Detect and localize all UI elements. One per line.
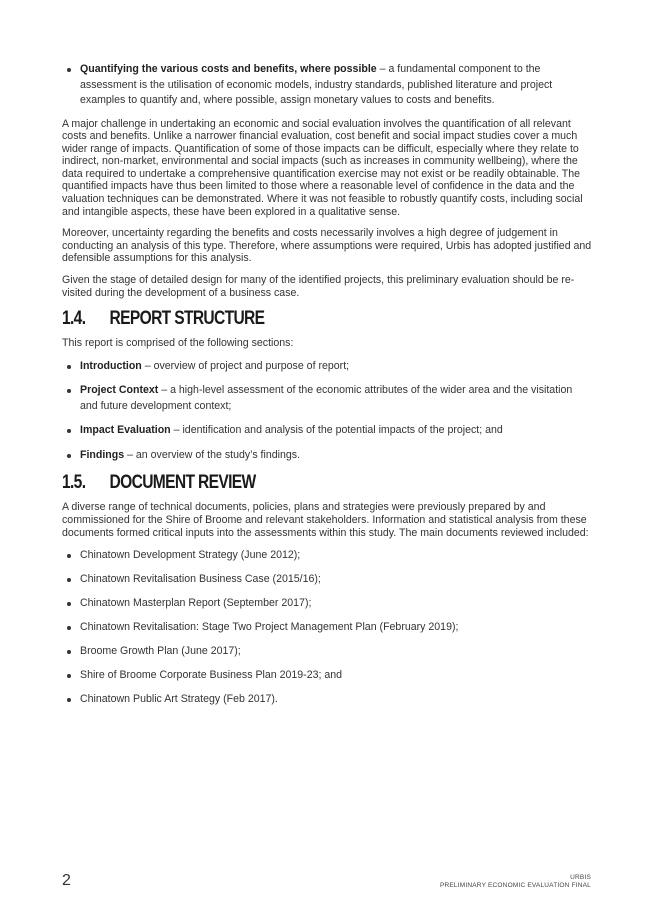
section-heading-1-5 [62, 472, 497, 494]
bullet-text: – a high-level assessment of the economic attributes of the wider area and the visitation and future development context; [80, 384, 573, 412]
footer-document-title: PRELIMINARY ECONOMIC EVALUATION FINAL [439, 882, 591, 889]
list-item [62, 596, 592, 612]
bullet-text: Chinatown Development Strategy (June 2012); [80, 549, 301, 562]
bullet-text: Chinatown Public Art Strategy (Feb 2017). [80, 693, 278, 706]
bullet-icon [67, 429, 71, 433]
bullet-bold-text: Impact Evaluation [80, 424, 171, 437]
bullet-icon [67, 602, 71, 606]
bullet-text: Shire of Broome Corporate Business Plan 2019-23; and [80, 669, 343, 682]
bullet-bold-text: Project Context [80, 384, 159, 397]
bullet-icon [67, 698, 71, 702]
bullet-bold-text: Introduction [80, 359, 142, 372]
bullet-text: – a fundamental component to the assessment is the utilisation of economic models, industry standards, published literature and project examples to quantify and, where possible, assign monetary values to costs and benefits. [80, 63, 553, 106]
page-footer [440, 874, 591, 890]
bullet-text: Chinatown Revitalisation: Stage Two Project Management Plan (February 2019); [80, 621, 459, 634]
section-number: 1.5. [62, 472, 86, 494]
paragraph: A major challenge in undertaking an economic and social evaluation involves the quantification of all relevant costs and benefits. Unlike a narrower financial evaluation, cost benefit and social impact studies cover a much wider range of impacts. Quantification of some of those impacts can be difficult, especially where they relate to indirect, non-market, environmental and social impacts (such as increases in community wellbeing), where the data required to undertake a comprehensive quantification exercise may not exist or be readily obtainable. The quantified impacts have thus been limited to those where a reasonable level of confidence in the data and the valuation techniques can be demonstrated. Where it was not feasible to robustly quantify costs, including social and intangible aspects, these have been explored in a qualitative sense. [62, 117, 583, 218]
list-item [62, 548, 592, 564]
list-item [62, 448, 592, 464]
section-title: REPORT STRUCTURE [109, 308, 265, 330]
bullet-bold-text: Findings [80, 448, 125, 461]
bullet-icon [67, 626, 71, 630]
bullet-text: Chinatown Revitalisation Business Case (2015/16); [80, 573, 321, 586]
list-item [62, 62, 592, 109]
bullet-icon [67, 454, 71, 458]
paragraph: Moreover, uncertainty regarding the benefits and costs necessarily involves a high degree of judgement in conducting an analysis of this type. Therefore, where assumptions were required, Urbis has adopted justified and defensible assumptions for this analysis. [62, 227, 592, 265]
page-number: 2 [62, 872, 71, 889]
list-item [62, 359, 592, 375]
bullet-text: – overview of project and purpose of report; [141, 359, 350, 372]
bullet-icon [67, 674, 71, 678]
bullet-icon [67, 578, 71, 582]
list-item [62, 423, 592, 439]
list-item [62, 668, 592, 684]
bullet-icon [67, 68, 71, 72]
section-intro: A diverse range of technical documents, policies, plans and strategies were previously prepared by and commissioned for the Shire of Broome and relevant stakeholders. Information and statistical analysis from these documents formed critical inputs into the assessments within this study. The main documents reviewed included: [62, 501, 589, 539]
intro-bullet-list [62, 62, 592, 109]
footer-company: URBIS [570, 874, 591, 881]
list-item [62, 620, 592, 636]
bullet-text: Chinatown Masterplan Report (September 2017); [80, 597, 312, 610]
bullet-text: Broome Growth Plan (June 2017); [80, 645, 241, 658]
list-item [62, 383, 592, 414]
bullet-icon [67, 650, 71, 654]
section-number: 1.4. [62, 308, 86, 330]
paragraph: Given the stage of detailed design for many of the identified projects, this preliminary evaluation should be re-visited during the development of a business case. [62, 274, 575, 299]
page-content [62, 62, 592, 716]
bullet-icon [67, 365, 71, 369]
section-heading-1-4 [62, 308, 497, 330]
document-review-list [62, 548, 592, 708]
bullet-icon [67, 389, 71, 393]
list-item [62, 572, 592, 588]
bullet-text: – an overview of the study’s findings. [124, 448, 301, 461]
bullet-bold-text: Quantifying the various costs and benefits, where possible [80, 63, 377, 75]
bullet-text: – identification and analysis of the potential impacts of the project; and [170, 424, 503, 437]
section-intro: This report is comprised of the following sections: [62, 337, 294, 350]
report-structure-list [62, 359, 592, 464]
list-item [62, 692, 592, 708]
list-item [62, 644, 592, 660]
section-title: DOCUMENT REVIEW [109, 472, 256, 494]
bullet-icon [67, 554, 71, 558]
